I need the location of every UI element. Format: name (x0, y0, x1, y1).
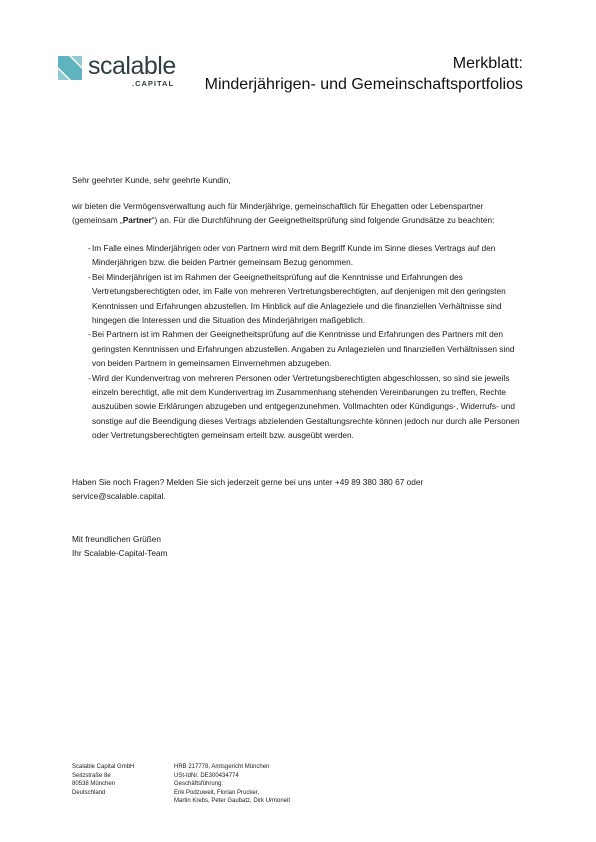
salutation: Sehr geehrter Kunde, sehr geehrte Kundin, (72, 175, 231, 185)
footer-address (72, 763, 134, 797)
document-title (205, 53, 523, 95)
bullet-dash: - (88, 271, 91, 282)
contact-paragraph: Haben Sie noch Fragen? Melden Sie sich jederzeit gerne bei uns unter +49 89 380 380 67 oder service@scalable.capital. (72, 477, 424, 502)
list-item (72, 327, 530, 370)
intro-text-after: “) an. Für die Durchführung der Geeignetheitsprüfung sind folgende Grundsätze zu beachten: (151, 215, 495, 226)
list-item-text: Wird der Kundenvertrag von mehreren Personen oder Vertretungsberechtigten abgeschlossen, so sind sie jeweils einzeln berechtigt, alle mit dem Kundenvertrag im Zusammenhang stehenden Vereinbarungen zu treffen, Rechte auszuüben sowie Erklärungen abzugeben und entgegenzunehmen. Vollmachten oder Kündigungs-, Widerrufs- und sonstige auf die Beendigung dieses Vertrags abzielenden Gestaltungsrechte können jedoch nur durch alle Personen oder Vertretungsberechtigten gemeinsam erteilt bzw. ausgeübt werden. (92, 372, 520, 441)
footer-line: Martin Krebs, Peter Gaubatz, Dirk Urmoneit (174, 798, 291, 804)
list-item-text: Bei Minderjährigen ist im Rahmen der Geeignetheitsprüfung auf die Kenntnisse und Erfahrungen des Vertretungsberechtigten oder, im Falle von mehreren Vertretungsberechtigten, auf denjenigen mit den geringsten Kenntnissen und Erfahrungen abzustellen. Im Hinblick auf die Anlageziele und die finanziellen Verhältnisse sind hingegen die Interessen und die Situation des Minderjährigen maßgeblich. (92, 271, 506, 326)
list-item (72, 371, 530, 443)
footer-line: HRB 217778, Amtsgericht München (174, 764, 270, 770)
title-line-2: Minderjährigen- und Gemeinschaftsportfolios (204, 76, 523, 93)
logo-subtitle: .CAPITAL (132, 79, 175, 88)
closing (72, 532, 528, 561)
closing-signature: Ihr Scalable-Capital-Team (72, 548, 168, 559)
footer-line: Erik Podzuweit, Florian Prucker, (174, 789, 260, 796)
bullet-dash: - (88, 372, 91, 383)
footer-line: Scalable Capital GmbH (72, 764, 135, 770)
intro-paragraph (72, 199, 528, 228)
intro-partner-term: Partner (122, 215, 152, 226)
footer-line: 80538 München (72, 781, 116, 787)
list-item (72, 270, 530, 328)
closing-greeting: Mit freundlichen Grüßen (72, 534, 162, 544)
bullet-dash: - (88, 243, 91, 253)
footer-registration (174, 763, 290, 806)
principles-list (72, 241, 530, 443)
logo-wordmark: scalable (88, 52, 176, 80)
title-line-1: Merkblatt: (452, 55, 523, 72)
list-item (72, 241, 530, 270)
footer-line: Geschäftsführung: (174, 781, 224, 787)
bullet-dash: - (88, 329, 91, 340)
footer-line: Deutschland (72, 789, 106, 796)
intro-text-before: wir bieten die Vermögensverwaltung auch für Minderjährige, gemeinschaftlich für Ehegatten oder Lebenspartner (gemeinsam „ (72, 201, 484, 226)
list-item-text: Bei Partnern ist im Rahmen der Geeignetheitsprüfung auf die Kenntnisse und Erfahrungen des Partners mit den geringsten Kenntnissen und Erfahrungen abzustellen. Angaben zu Anlagezielen und finanziellen Verhältnissen sind von beiden Partnern in gemeinsamen Einvernehmen abzugeben. (92, 329, 515, 369)
company-logo (58, 54, 188, 90)
scalable-logo-mark-icon (58, 56, 82, 80)
list-item-text: Im Falle eines Minderjährigen oder von Partnern wird mit dem Begriff Kunde im Sinne dieses Vertrags auf den Minderjährigen bzw. die beiden Partner gemeinsam Bezug genommen. (92, 243, 496, 268)
footer-line: Seitzstraße 8e (72, 772, 111, 779)
footer-line: USt-IdNr. DE300434774 (174, 772, 239, 779)
